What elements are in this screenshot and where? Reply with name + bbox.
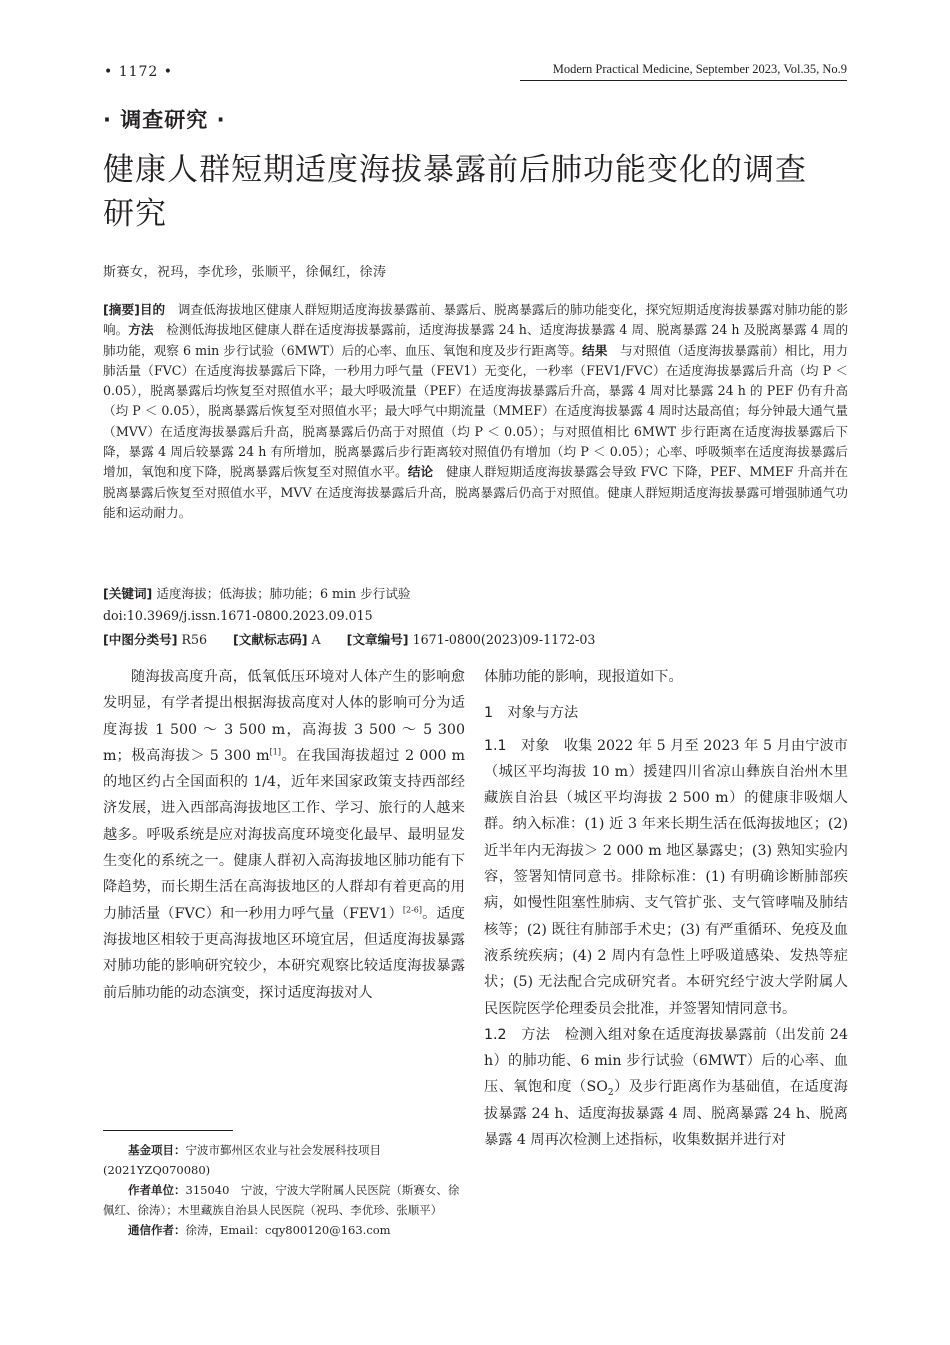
objective-text: 调查低海拔地区健康人群短期适度海拔暴露前、暴露后、脱离暴露后的肺功能变化，探究短期适度海拔暴露对肺功能的影响。 bbox=[103, 302, 849, 338]
methods-label: 方法 bbox=[128, 322, 154, 338]
article-no-label: [文章编号] bbox=[346, 632, 409, 647]
corr-value: 徐涛，Email：cqy800120@163.com bbox=[185, 1223, 391, 1237]
footnote-rule bbox=[103, 1130, 233, 1131]
conclusion-text: 健康人群短期适度海拔暴露会导致 FVC 下降，PEF、MMEF 升高并在脱离暴露后恢复至对照值水平，MVV 在适度海拔暴露后升高，脱离暴露后仍高于对照值。健康人群短期适度海拔暴露可增强肺通气功能和运动耐力。 bbox=[103, 464, 849, 520]
clc-value: R56 bbox=[181, 632, 208, 647]
clc-label: [中图分类号] bbox=[103, 632, 178, 647]
article-title: 健康人群短期适度海拔暴露前后肺功能变化的调查研究 bbox=[103, 152, 807, 232]
abstract-label: [摘要] bbox=[103, 302, 140, 317]
affil-line bbox=[103, 1180, 465, 1220]
citation-2-6: [2-6] bbox=[402, 904, 423, 914]
intro-paragraph bbox=[103, 664, 465, 1006]
so2-subscript: 2 bbox=[607, 1088, 614, 1099]
section-tag: · 调查研究 · bbox=[103, 108, 226, 132]
keywords-text: 适度海拔；低海拔；肺功能；6 min 步行试验 bbox=[156, 586, 411, 601]
footnote bbox=[103, 1140, 465, 1240]
affil-label: 作者单位： bbox=[128, 1183, 186, 1197]
page-number: • 1172 • bbox=[104, 64, 174, 80]
conclusion-label: 结论 bbox=[407, 464, 434, 480]
article-no-value: 1671-0800(2023)09-1172-03 bbox=[412, 632, 596, 647]
results-text: 与对照值（适度海拔暴露前）相比，用力肺活量（FVC）在适度海拔暴露后下降，一秒用力呼气量（FEV1）无变化，一秒率（FEV1/FVC）在适度海拔暴露后升高（均 P ＜ 0.05），脱离暴露后均恢复至对照值水平；最大呼吸流量（PEF）在适度海拔暴露后升高，暴露 4 周对比暴露 24 h 的 PEF 仍有升高（均 P ＜ 0.05），脱离暴露后恢复至对照值水平；最大呼气中期流量（MMEF）在适度海拔暴露 4 周时达最高值；每分钟最大通气量（MVV）在适度海拔暴露后升高，脱离暴露后仍高于对照值（均 P ＜ 0.05）；与对照值相比 6MWT 步行距离在适度海拔暴露后下降，暴露 4 周后较暴露 24 h 有所增加，脱离暴露后步行距离较对照值仍有增加（均 P ＜ 0.05）；心率、呼吸频率在适度海拔暴露后增加，氧饱和度下降，脱离暴露后恢复至对照值水平。 bbox=[103, 342, 849, 480]
intro-text-1: 随海拔高度升高，低氧低压环境对人体产生的影响愈发明显，有学者提出根据海拔高度对人体的影响可分为适度海拔 1 500 ～ 3 500 m，高海拔 3 500 ～ 5 300 m；极高海拔＞ 5 300 m bbox=[103, 669, 465, 764]
methods-text: 检测低海拔地区健康人群在适度海拔暴露前，适度海拔暴露 24 h、适度海拔暴露 4 周、脱离暴露 24 h 及脱离暴露 4 周的肺功能，观察 6 min 步行试验（6MWT）后的心率、血压、氧饱和度及步行距离等。 bbox=[103, 322, 849, 358]
body-column-left bbox=[103, 664, 465, 1104]
subsection-1-1-label: 1.1 对象 bbox=[484, 737, 550, 754]
keywords-label: [关键词] bbox=[103, 586, 153, 601]
intro-text-2: 。在我国海拔超过 2 000 m 的地区约占全国面积的 1/4，近年来国家政策支持西部经济发展，进入西部高海拔地区工作、学习、旅行的人越来越多。呼吸系统是应对海拔高度环境变化最早、最明显发生变化的系统之一。健康人群初入高海拔地区肺功能有下降趋势，而长期生活在高海拔地区的人群却有着更高的用力肺活量（FVC）和一秒用力呼气量（FEV1） bbox=[103, 747, 465, 922]
subsection-1-2-text-b: ）及步行距离作为基础值，在适度海拔暴露 24 h、适度海拔暴露 4 周、脱离暴露 24 h、脱离暴露 4 周再次检测上述指标，收集数据并进行对 bbox=[484, 1079, 848, 1149]
intro-text-3: 。适度海拔地区相较于更高海拔地区环境宜居，但适度海拔暴露对肺功能的影响研究较少，本研究观察比较适度海拔暴露前后肺功能的动态演变，探讨适度海拔对人 bbox=[103, 905, 465, 1001]
subsection-1-2-label: 1.2 方法 bbox=[484, 1026, 551, 1043]
affil-value: 315040 宁波，宁波大学附属人民医院（斯赛女、徐佩红、徐涛）；木里藏族自治县人民医院（祝玛、李优珍、张顺平） bbox=[103, 1183, 460, 1217]
doc-code-label: [文献标志码] bbox=[233, 632, 308, 647]
subject-paragraph bbox=[484, 733, 848, 1022]
corr-label: 通信作者： bbox=[128, 1223, 186, 1237]
authors: 斯赛女，祝玛，李优珍，张顺平，徐佩红，徐涛 bbox=[103, 265, 387, 280]
results-label: 结果 bbox=[582, 342, 608, 358]
section-heading-1: 1 对象与方法 bbox=[484, 705, 579, 722]
doc-code-value: A bbox=[311, 632, 321, 647]
method-paragraph bbox=[484, 1022, 848, 1153]
subsection-1-1-text: 收集 2022 年 5 月至 2023 年 5 月由宁波市（城区平均海拔 10 m）援建四川省凉山彝族自治州木里藏族自治县（城区平均海拔 2 500 m）的健康非吸烟人群。纳入标准：(1) 近 3 年来长期生活在低海拔地区；(2) 近半年内无海拔＞ 2 000 m 地区暴露史；(3) 熟知实验内容，签署知情同意书。排除标准：(1) 有明确诊断肺部疾病，如慢性阻塞性肺病、支气管扩张、支气管哮喘及肺结核等；(2) 既往有肺部手术史；(3) 有严重循环、免疫及血液系统疾病；(4) 2 周内有急性上呼吸道感染、发热等症状；(5) 无法配合完成研究者。本研究经宁波大学附属人民医院医学伦理委员会批准，并签署知情同意书。 bbox=[484, 737, 848, 1017]
classification-line bbox=[103, 630, 595, 650]
journal-info: Modern Practical Medicine, September 2023, Vol.35, No.9 bbox=[552, 62, 847, 76]
header-rule bbox=[520, 80, 847, 81]
citation-1: [1] bbox=[269, 747, 281, 757]
fund-line bbox=[103, 1140, 465, 1180]
body-column-right bbox=[484, 664, 848, 1153]
objective-label: 目的 bbox=[139, 302, 166, 317]
corr-line bbox=[103, 1220, 465, 1240]
fund-value: 宁波市鄞州区农业与社会发展科技项目(2021YZQ070080) bbox=[103, 1143, 381, 1177]
intro-paragraph-continued: 体肺功能的影响，现报道如下。 bbox=[484, 669, 683, 685]
doi: doi:10.3969/j.issn.1671-0800.2023.09.015 bbox=[103, 608, 373, 623]
abstract bbox=[103, 300, 848, 523]
keywords bbox=[103, 584, 411, 604]
fund-label: 基金项目： bbox=[128, 1143, 186, 1157]
subsection-1-2-text-a: 检测入组对象在适度海拔暴露前（出发前 24 h）的肺功能、6 min 步行试验（6MWT）后的心率、血压、氧饱和度（SO bbox=[484, 1026, 848, 1096]
